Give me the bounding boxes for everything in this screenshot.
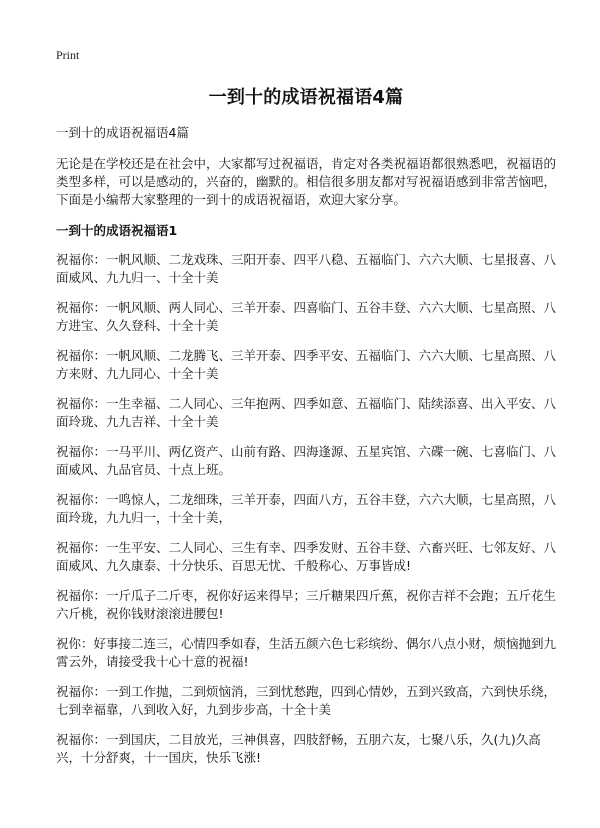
document-subtitle: 一到十的成语祝福语4篇 — [56, 125, 189, 140]
blessing-paragraph-4: 祝福你：一生幸福、二人同心、三年抱两、四季如意、五福临门、陆续添喜、出入平安、八面玲珑、九九吉祥、十全十美 — [56, 396, 557, 429]
section-heading: 一到十的成语祝福语1 — [56, 223, 178, 238]
blessing-paragraph-5: 祝福你：一马平川、两亿资产、山前有路、四海逢源、五星宾馆、六碟一碗、七喜临门、八面威风、九品官员、十点上班。 — [56, 444, 557, 477]
blessing-paragraph-8: 祝福你：一斤瓜子二斤枣，祝你好运来得早；三斤糖果四斤蕉，祝你吉祥不会跑；五斤花生六斤桃，祝你钱财滚滚进腰包! — [56, 588, 557, 621]
blessing-paragraph-3: 祝福你：一帆风顺、二龙腾飞、三羊开泰、四季平安、五福临门、六六大顺、七星高照、八方来财、九九同心、十全十美 — [56, 348, 557, 381]
blessing-paragraph-11: 祝福你：一到国庆，二目放光，三神俱喜，四肢舒畅，五朋六友，七聚八乐，久(九)久高兴，十分舒爽，十一国庆，快乐飞涨! — [56, 732, 541, 765]
blessing-paragraph-2: 祝福你：一帆风顺、两人同心、三羊开泰、四喜临门、五谷丰登、六六大顺、七星高照、八方进宝、久久登科、十全十美 — [56, 300, 557, 333]
print-link[interactable]: Print — [56, 48, 80, 62]
intro-paragraph: 无论是在学校还是在社会中，大家都写过祝福语，肯定对各类祝福语都很熟悉吧，祝福语的类型多样，可以是感动的，兴奋的，幽默的。相信很多朋友都对写祝福语感到非常苦恼吧，下面是小编帮大家整理的一到十的成语祝福语，欢迎大家分享。 — [56, 156, 557, 207]
blessing-list — [56, 251, 556, 767]
blessing-paragraph-7: 祝福你：一生平安、二人同心、三生有幸、四季发财、五谷丰登、六畜兴旺、七邻友好、八面威风、九久康泰、十分快乐、百思无忧、千般称心、万事皆成! — [56, 540, 557, 573]
blessing-paragraph-1: 祝福你：一帆风顺、二龙戏珠、三阳开泰、四平八稳、五福临门、六六大顺、七星报喜、八面威风、九九归一、十全十美 — [56, 252, 557, 285]
blessing-paragraph-9: 祝你：好事接二连三，心情四季如春，生活五颜六色七彩缤纷、偶尔八点小财，烦恼抛到九霄云外，请接受我十心十意的祝福! — [56, 636, 557, 669]
blessing-paragraph-6: 祝福你：一鸣惊人，二龙细珠，三羊开泰，四面八方，五谷丰登，六六大顺，七星高照，八面玲珑，九九归一，十全十美， — [56, 492, 557, 525]
blessing-paragraph-10: 祝福你：一到工作抛，二到烦恼消，三到忧愁跑，四到心情妙，五到兴致高，六到快乐绕，七到幸福靠，八到收入好，九到步步高，十全十美 — [56, 684, 557, 717]
page-title: 一到十的成语祝福语4篇 — [208, 87, 404, 108]
